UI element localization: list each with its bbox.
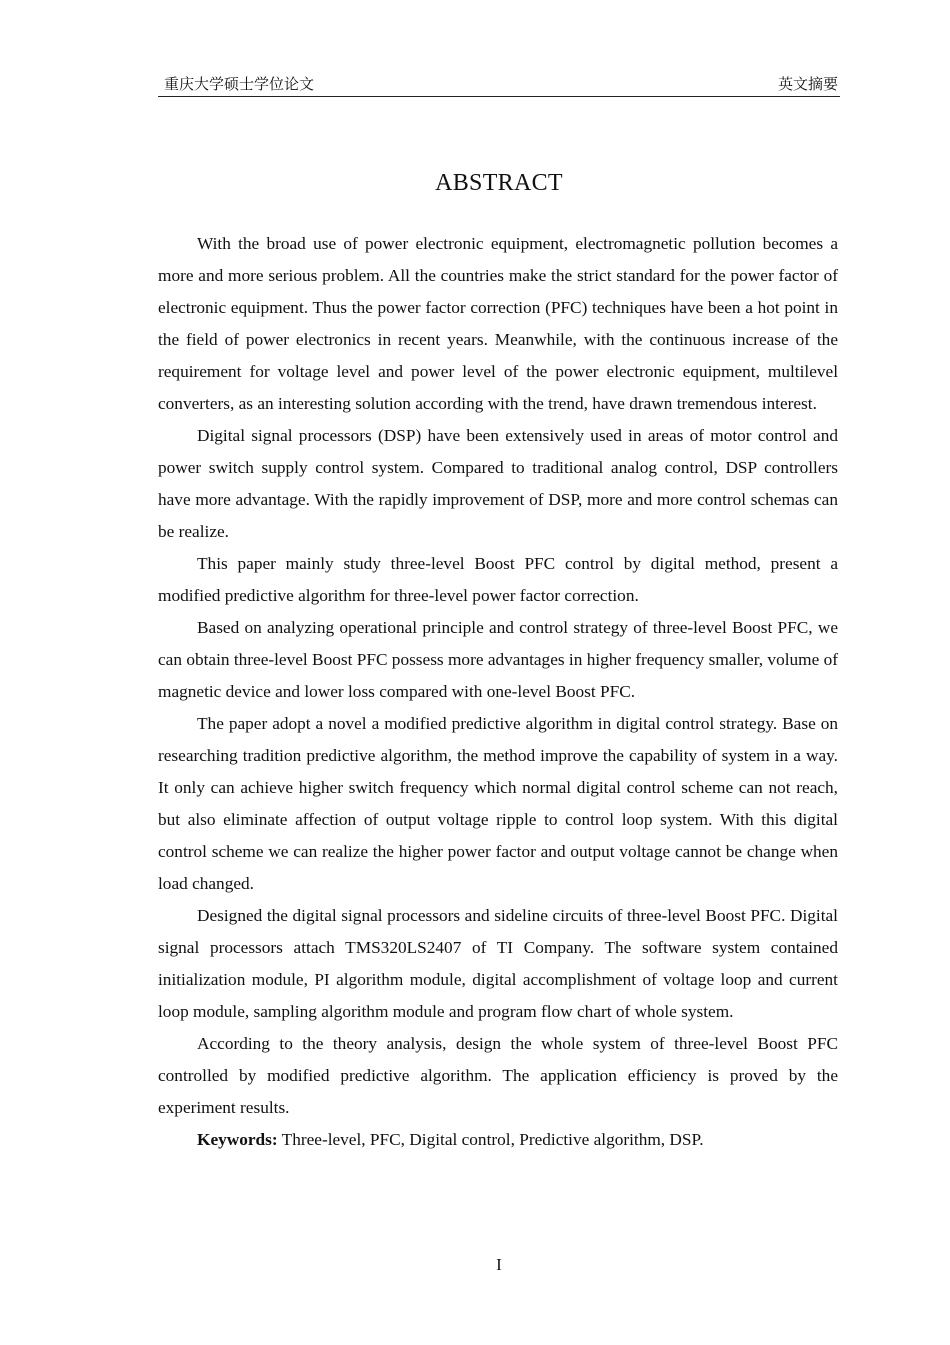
keywords-label: Keywords:	[197, 1130, 278, 1149]
abstract-paragraph-5: The paper adopt a novel a modified predictive algorithm in digital control strategy. Base on researching tradition predictive algorithm, the method improve the capability of system in a way. It only can achieve higher switch frequency which normal digital control scheme can not reach, but also eliminate affection of output voltage ripple to control loop system. With this digital control scheme we can realize the higher power factor and output voltage cannot be change when load changed.	[158, 714, 851, 893]
abstract-paragraph-7: According to the theory analysis, design the whole system of three-level Boost PFC controlled by modified predictive algorithm. The application efficiency is proved by the experiment results.	[158, 1034, 838, 1117]
abstract-paragraph-4: Based on analyzing operational principle and control strategy of three-level Boost PFC, we can obtain three-level Boost PFC possess more advantages in higher frequency smaller, volume of magnetic device and lower loss compared with one-level Boost PFC.	[158, 618, 838, 701]
header-thesis-title: 重庆大学硕士学位论文	[164, 75, 315, 93]
page-number: I	[496, 1255, 502, 1274]
keywords-line	[158, 1124, 838, 1156]
keywords-text: Three-level, PFC, Digital control, Predictive algorithm, DSP.	[277, 1130, 704, 1149]
abstract-paragraph-2: Digital signal processors (DSP) have been extensively used in areas of motor control and power switch supply control system. Compared to traditional analog control, DSP controllers have more advantage. With the rapidly improvement of DSP, more and more control schemas can be realize.	[158, 426, 838, 541]
abstract-paragraph-6: Designed the digital signal processors and sideline circuits of three-level Boost PFC. Digital signal processors attach TMS320LS2407 of TI Company. The software system contained initialization module, PI algorithm module, digital accomplishment of voltage loop and current loop module, sampling algorithm module and program flow chart of whole system.	[158, 906, 838, 1021]
header-section-name: 英文摘要	[777, 75, 838, 93]
abstract-body	[158, 228, 851, 1156]
abstract-title: ABSTRACT	[435, 170, 563, 196]
abstract-paragraph-3: This paper mainly study three-level Boost PFC control by digital method, present a modified predictive algorithm for three-level power factor correction.	[158, 554, 838, 605]
page-header	[158, 70, 840, 97]
abstract-paragraph-1: With the broad use of power electronic equipment, electromagnetic pollution becomes a more and more serious problem. All the countries make the strict standard for the power factor of electronic equipment. Thus the power factor correction (PFC) techniques have been a hot point in the field of power electronics in recent years. Meanwhile, with the continuous increase of the requirement for voltage level and power level of the power electronic equipment, multilevel converters, as an interesting solution according with the trend, have drawn tremendous interest.	[158, 234, 838, 413]
